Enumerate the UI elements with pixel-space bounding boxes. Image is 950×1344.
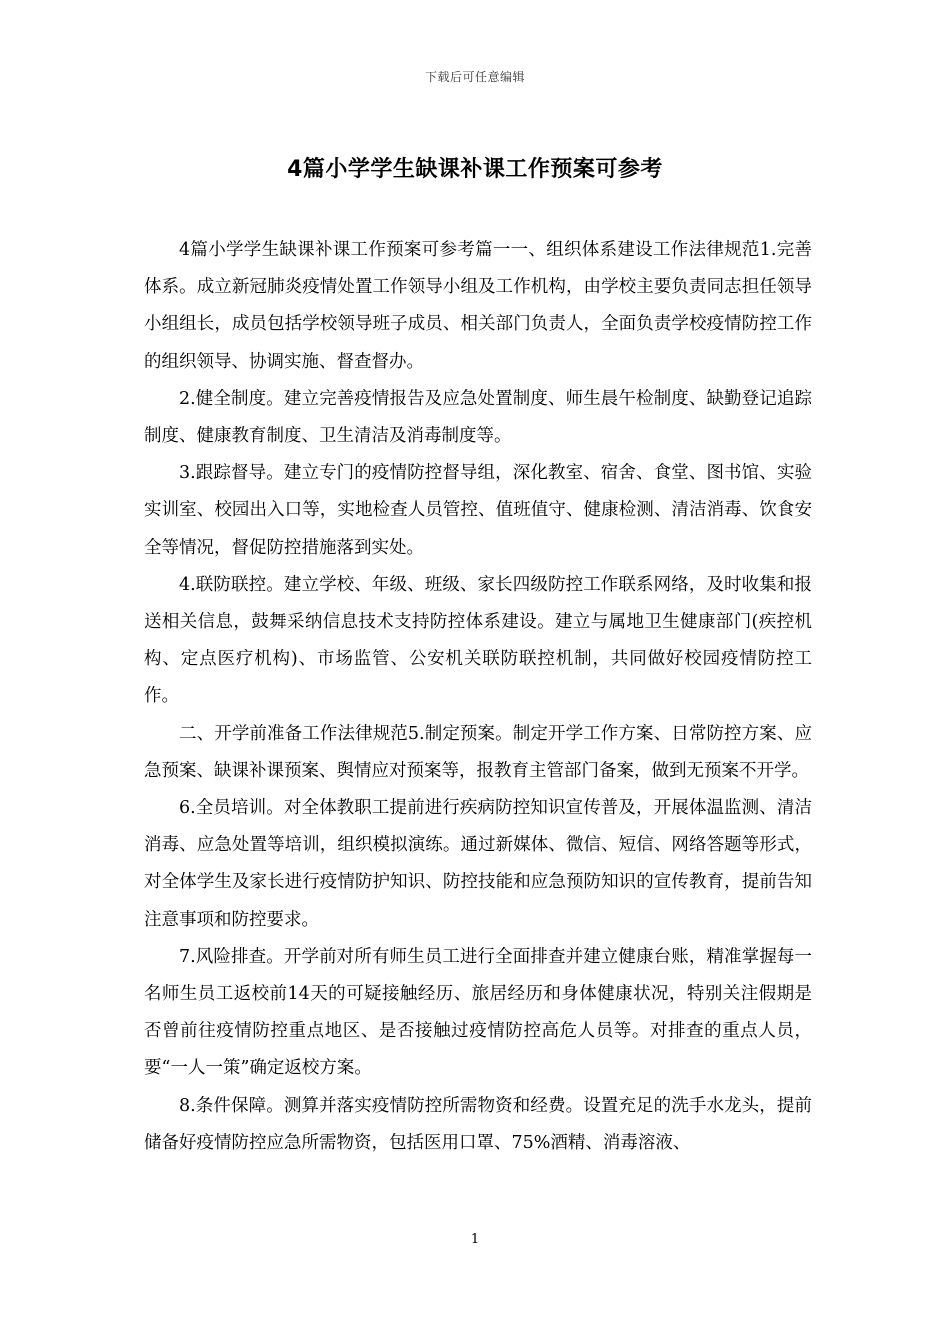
paragraph: 7.风险排查。开学前对所有师生员工进行全面排查并建立健康台账，精准掌握每一名师生员工返校前14天的可疑接触经历、旅居经历和身体健康状况，特别关注假期是否曾前往疫情防控重点地区、是否接触过疫情防控高危人员等。对排查的重点人员，要“一人一策”确定返校方案。: [144, 946, 812, 1079]
paragraph: 二、开学前准备工作法律规范5.制定预案。制定开学工作方案、日常防控方案、应急预案、缺课补课预案、舆情应对预案等，报教育主管部门备案，做到无预案不开学。: [144, 723, 812, 781]
paragraph: 6.全员培训。对全体教职工提前进行疾病防控知识宣传普及，开展体温监测、清洁消毒、应急处置等培训，组织模拟演练。通过新媒体、微信、短信、网络答题等形式，对全体学生及家长进行疫情防护知识、防控技能和应急预防知识的宣传教育，提前告知注意事项和防控要求。: [144, 798, 812, 930]
document-body: [144, 232, 812, 1162]
paragraph: 4篇小学学生缺课补课工作预案可参考篇一一、组织体系建设工作法律规范1.完善体系。成立新冠肺炎疫情处置工作领导小组及工作机构，由学校主要负责同志担任领导小组组长，成员包括学校领导班子成员、相关部门负责人，全面负责学校疫情防控工作的组织领导、协调实施、督查督办。: [144, 240, 812, 372]
document-title: 4篇小学学生缺课补课工作预案可参考: [287, 157, 663, 182]
paragraph: 8.条件保障。测算并落实疫情防控所需物资和经费。设置充足的洗手水龙头，提前储备好疫情防控应急所需物资，包括医用口罩、75%酒精、消毒溶液、: [144, 1095, 812, 1153]
page-number: 1: [470, 1232, 480, 1247]
paragraph: 4.联防联控。建立学校、年级、班级、家长四级防控工作联系网络，及时收集和报送相关信息，鼓舞采纳信息技术支持防控体系建设。建立与属地卫生健康部门(疾控机构、定点医疗机构)、市场监管、公安机关联防联控机制，共同做好校园疫情防控工作。: [144, 574, 812, 707]
paragraph: 3.跟踪督导。建立专门的疫情防控督导组，深化教室、宿舍、食堂、图书馆、实验实训室、校园出入口等，实地检查人员管控、值班值守、健康检测、清洁消毒、饮食安全等情况，督促防控措施落到实处。: [144, 463, 812, 558]
header-note: 下载后可任意编辑: [424, 70, 525, 84]
paragraph: 2.健全制度。建立完善疫情报告及应急处置制度、师生晨午检制度、缺勤登记追踪制度、健康教育制度、卫生清洁及消毒制度等。: [144, 388, 812, 447]
